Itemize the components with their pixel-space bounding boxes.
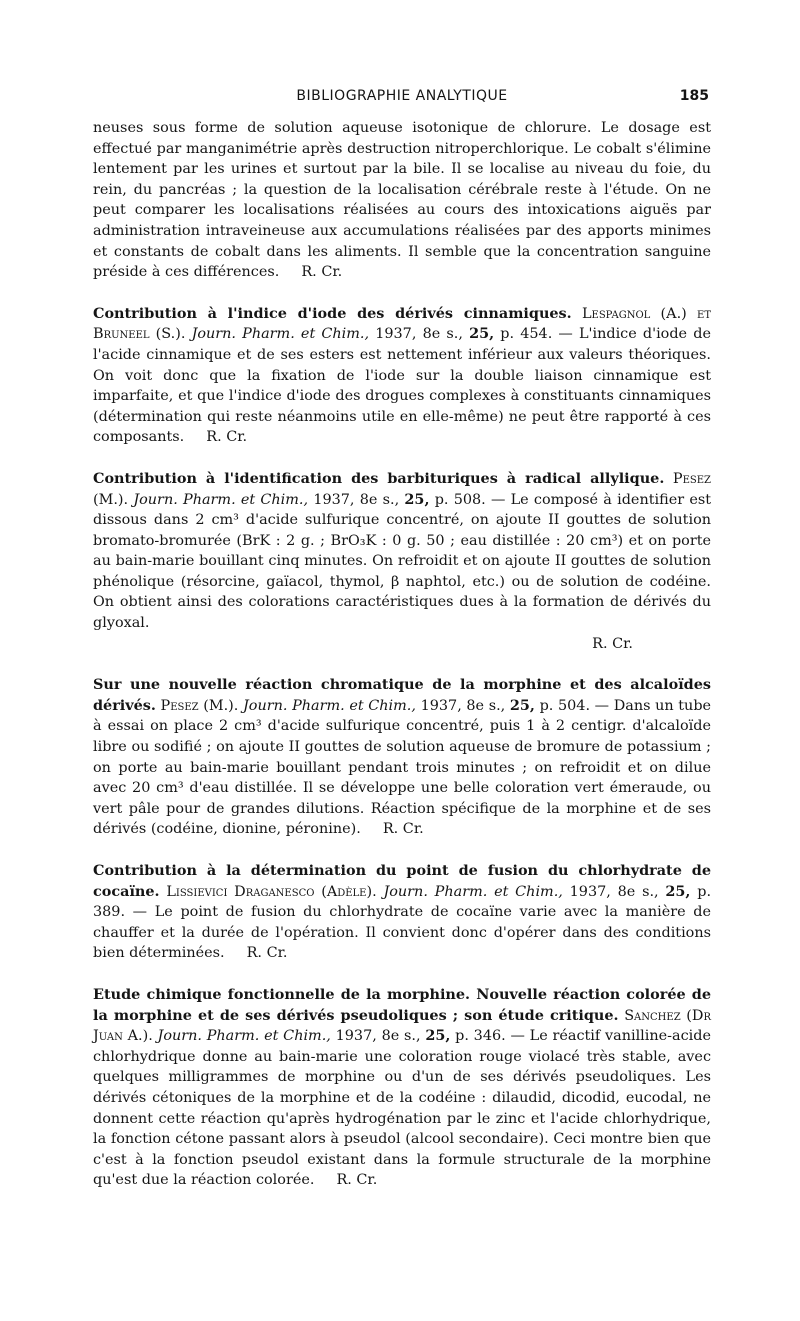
signature: R. Cr.: [336, 1172, 378, 1189]
abstract-title: Sur une nouvelle réaction chromatique de la morphine et des alcaloïdes dérivés.: [93, 676, 711, 714]
abstract-journal: Journ. Pharm. et Chim.,: [191, 326, 370, 343]
abstract-title: Contribution à la détermination du point de fusion du chlorhydrate de cocaïne.: [93, 862, 711, 900]
abstract-ref-post: p. 389. —: [93, 883, 712, 921]
abstract-entry: [93, 675, 711, 840]
abstract-authors: Pesez (M.).: [160, 697, 239, 714]
signature: R. Cr.: [246, 945, 288, 962]
running-header-title: BIBLIOGRAPHIE ANALYTIQUE: [296, 88, 508, 104]
abstract-journal: Journ. Pharm. et Chim.,: [383, 883, 563, 900]
abstract-journal: Journ. Pharm. et Chim.,: [243, 697, 416, 714]
abstract-ref-pre: 1937, 8e s.,: [335, 1028, 421, 1045]
abstract-entry: [93, 861, 711, 964]
abstract-journal: Journ. Pharm. et Chim.,: [157, 1028, 331, 1045]
abstract-volume: 25,: [425, 1027, 451, 1045]
signature: R. Cr.: [301, 264, 343, 281]
abstract-body: Le point de fusion du chlorhydrate de cocaïne varie avec la manière de chauffer et la durée de l'opération. Il convient donc d'opérer dans des conditions bien déterminées.: [93, 904, 711, 962]
abstract-authors: Lissievici Draganesco (Adèle).: [166, 883, 377, 900]
continuation-text: neuses sous forme de solution aqueuse isotonique de chlorure. Le dosage est effectué par manganimétrie après destruction nitroperchlorique. Le cobalt s'élimine lentement par les urines et surtout par la bile. Il se localise au niveau du foie, du rein, du pancréas ; la question de la localisation cérébrale reste à l'étude. On ne peut comparer les localisations réalisées au cours des intoxications aiguës par administration intraveineuse aux accumulations réalisées par des apports minimes et constants de cobalt dans les aliments. Il semble que la concentration sanguine préside à ces différences.: [93, 120, 711, 281]
running-header: [93, 82, 711, 112]
abstract-authors: Lespagnol (A.) et Bruneel (S.).: [93, 305, 712, 343]
abstract-ref-pre: 1937, 8e s.,: [313, 491, 400, 508]
abstract-journal: Journ. Pharm. et Chim.,: [133, 491, 309, 508]
abstract-ref-pre: 1937, 8e s.,: [420, 697, 506, 714]
abstract-authors: Pesez (M.).: [93, 470, 711, 508]
continuation-paragraph: [93, 118, 711, 283]
signature: R. Cr.: [206, 429, 248, 446]
abstract-body: Le composé à identifier est dissous dans 2 cm³ d'acide sulfurique concentré, on ajoute II gouttes de solution bromato-bromurée (BrK : 2 g. ; BrO₃K : 0 g. 50 ; eau distillée : 20 cm³) et on porte au bain-marie bouillant cinq minutes. On refroidit et on ajoute II gouttes de solution phénolique (résorcine, gaïacol, thymol, β naphtol, etc.) ou de solution de codéine. On obtient ainsi des colorations caractéristiques dues à la formation de dérivés du glyoxal.: [93, 491, 712, 632]
abstract-authors: Sanchez (Dr Juan A.).: [93, 1007, 711, 1045]
abstract-entry: [93, 304, 711, 448]
abstract-volume: 25,: [469, 325, 495, 343]
signature: R. Cr.: [382, 821, 424, 838]
document-page: [93, 82, 711, 1191]
abstract-title: Etude chimique fonctionnelle de la morphine. Nouvelle réaction colorée de la morphine et de ses dérivés pseudoliques ; son étude critique.: [93, 985, 711, 1024]
abstract-entry: [93, 985, 711, 1191]
abstract-title: Contribution à l'identification des barbituriques à radical allylique.: [93, 469, 665, 487]
signature-line: [93, 634, 711, 655]
abstract-body: Le réactif vanilline-acide chlorhydrique donne au bain-marie une coloration rouge violacé très stable, avec quelques milligrammes de morphine ou d'un de ses dérivés pseudoliques. Les dérivés cétoniques de la morphine et de la codéine : dilaudid, dicodid, eucodal, ne donnent cette réaction qu'après hydrogénation par le zinc et l'acide chlorhydrique, la fonction cétone passant alors à pseudol (alcool secondaire). Ceci montre bien que c'est à la fonction pseudol existant dans la formule structurale de la morphine qu'est due la réaction colorée.: [93, 1028, 711, 1189]
abstract-body: Dans un tube à essai on place 2 cm³ d'acide sulfurique concentré, puis 1 à 2 centigr. d'alcaloïde libre ou sodifié ; on ajoute II gouttes de solution aqueuse de bromure de potassium ; on porte au bain-marie bouillant pendant trois minutes ; on refroidit et on dilue avec 20 cm³ d'eau distillée. Il se développe une belle coloration vert émeraude, ou vert pâle pour de grandes dilutions. Réaction spécifique de la morphine et de ses dérivés (codéine, dionine, péronine).: [93, 697, 712, 838]
abstract-body: L'indice d'iode de l'acide cinnamique et de ses esters est nettement inférieur aux valeurs théoriques. On voit donc que la fixation de l'iode sur la double liaison cinnamique est imparfaite, et que l'indice d'iode des drogues complexes à constituants cinnamiques (détermination qui reste néanmoins utile en elle-même) ne peut être rapporté à ces composants.: [93, 326, 711, 446]
abstract-title: Contribution à l'indice d'iode des dérivés cinnamiques.: [93, 304, 572, 322]
abstract-volume: 25,: [509, 696, 535, 714]
abstract-ref-post: p. 346. —: [455, 1028, 525, 1045]
abstract-entry: [93, 469, 711, 634]
abstract-volume: 25,: [665, 882, 691, 900]
abstract-volume: 25,: [404, 490, 430, 508]
abstract-ref-post: p. 508. —: [434, 491, 506, 508]
page-number: 185: [679, 88, 709, 104]
abstract-ref-pre: 1937, 8e s.,: [569, 883, 659, 900]
abstract-ref-post: p. 454. —: [500, 326, 573, 343]
signature: R. Cr.: [592, 635, 633, 652]
abstract-ref-post: p. 504. —: [539, 697, 610, 714]
abstract-ref-pre: 1937, 8e s.,: [375, 326, 463, 343]
